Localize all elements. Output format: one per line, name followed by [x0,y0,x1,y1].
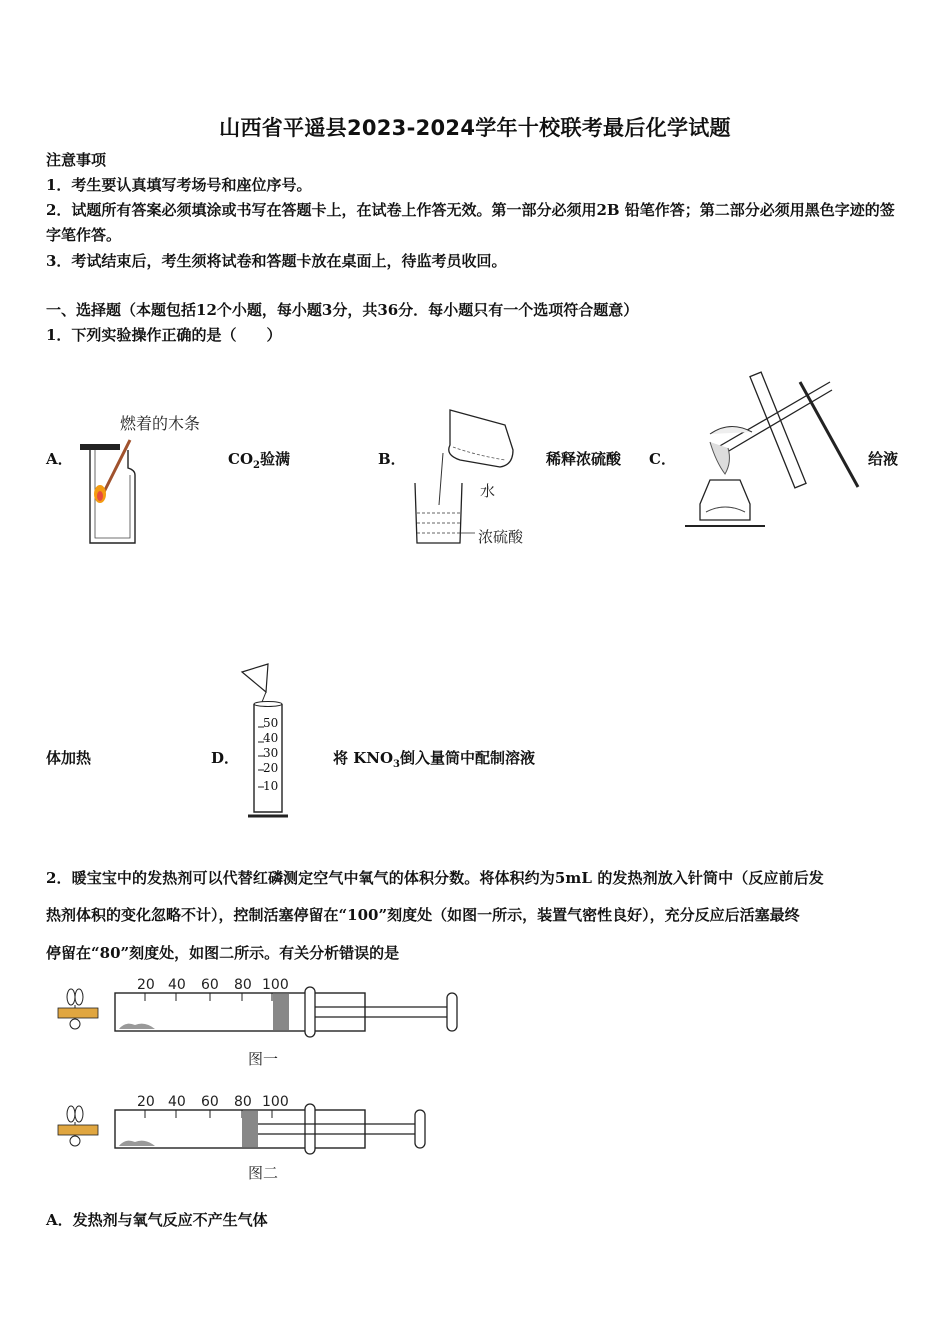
scale-80: 80 [234,977,252,993]
cylinder-mark-30: 30 [263,746,279,760]
notice-item-1: 1．考生要认真填写考场号和座位序号。 [46,176,312,194]
question-2-option-a: A．发热剂与氧气反应不产生气体 [46,1211,268,1229]
scale-20-fig2: 20 [137,1094,155,1110]
option-c-caption: 给液 [868,450,899,468]
figure-2-caption: 图二 [248,1164,279,1182]
cylinder-mark-50: 50 [263,716,279,730]
scale-20: 20 [137,977,155,993]
scale-60-fig2: 60 [201,1094,219,1110]
concentrated-acid-label: 浓硫酸 [478,528,524,546]
question-2-line-1: 2．暖宝宝中的发热剂可以代替红磷测定空气中氧气的体积分数。将体积约为5mL 的发热剂放入针筒中（反应前后发 [46,869,824,887]
option-a-caption: $CO_2$验满 [228,450,290,471]
figure-1-caption: 图一 [248,1050,279,1068]
scale-100-fig2: 100 [262,1094,289,1110]
option-c-caption-cont: 体加热 [46,749,92,767]
scale-100: 100 [262,977,289,993]
question-2-line-3: 停留在“80”刻度处，如图二所示。有关分析错误的是 [46,944,400,962]
scale-40-fig2: 40 [168,1094,186,1110]
syringe-figure-2 [0,1092,500,1172]
question-2-line-2: 热剂体积的变化忽略不计），控制活塞停留在“100”刻度处（如图一所示，装置气密性良好），充分反应后活塞最终 [46,906,800,924]
syringe-figure-1 [0,975,500,1055]
scale-60: 60 [201,977,219,993]
scale-40: 40 [168,977,186,993]
option-a-label: A． [46,450,73,468]
notice-item-2: 2．试题所有答案必须填涂或书写在答题卡上，在试卷上作答无效。第一部分必须用2B 铅笔作答；第二部分必须用黑色字迹的签字笔作答。 [46,201,895,244]
notice-heading: 注意事项 [46,151,107,169]
option-c-label: C． [649,450,676,468]
option-d-label: D． [211,749,240,767]
cylinder-mark-40: 40 [263,731,279,745]
cylinder-mark-10: 10 [263,779,279,793]
page-title: 山西省平遥县2023-2024学年十校联考最后化学试题 [219,116,731,140]
option-d-caption: 将 $KNO_3$倒入量筒中配制溶液 [333,749,536,770]
cylinder-mark-20: 20 [263,761,279,775]
section-heading: 一、选择题（本题包括12个小题，每小题3分，共36分．每小题只有一个选项符合题意） [46,301,639,319]
option-b-label: B． [378,450,406,468]
option-b-caption: 稀释浓硫酸 [546,450,622,468]
water-label: 水 [480,482,496,500]
scale-80-fig2: 80 [234,1094,252,1110]
gas-bottle-figure [70,430,150,550]
burning-stick-label: 燃着的木条 [120,414,201,433]
question-1-stem: 1．下列实验操作正确的是（ ） [46,326,282,344]
heating-liquid-figure [680,362,870,537]
cylinder-scale [263,716,278,794]
notice-item-3: 3．考试结束后，考生须将试卷和答题卡放在桌面上，待监考员收回。 [46,252,507,270]
